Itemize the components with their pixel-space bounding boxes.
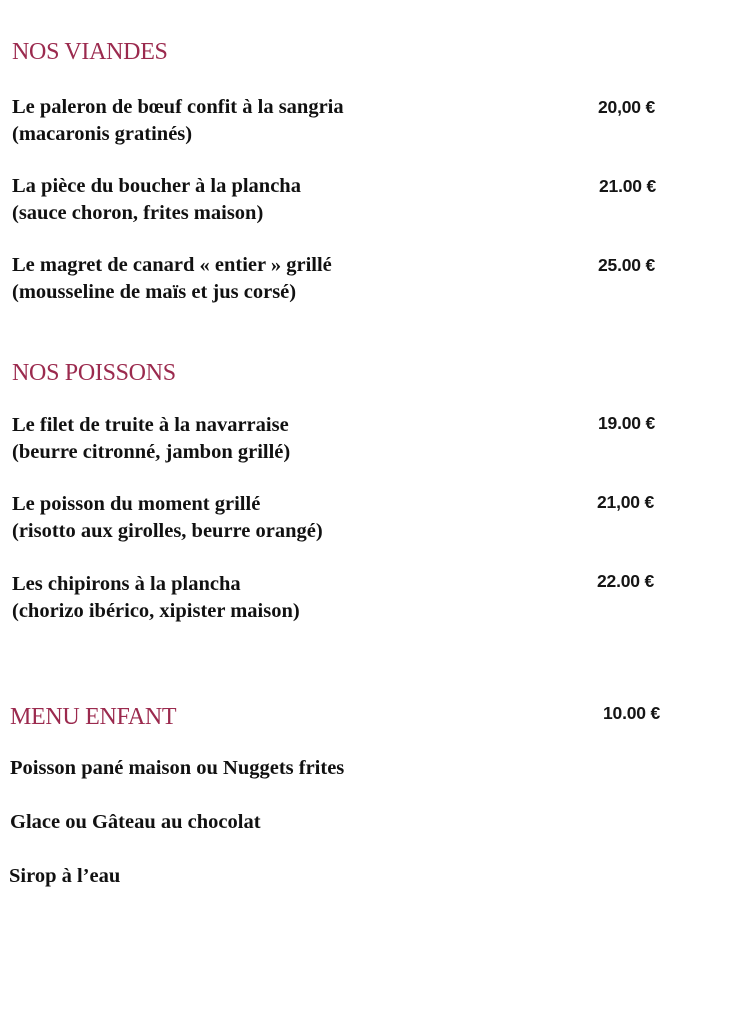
item-price: 22.00 € [597,571,654,591]
item-description: (sauce choron, frites maison) [12,202,264,224]
item-description: (macaronis gratinés) [12,123,193,145]
item-description: (beurre citronné, jambon grillé) [12,441,291,463]
item-price: 21.00 € [599,176,656,196]
item-name: Le magret de canard « entier » grillé [12,254,332,276]
item-description: (chorizo ibérico, xipister maison) [12,600,300,622]
menu-item [12,173,301,227]
menu-enfant-line: Sirop à l’eau [9,865,121,887]
item-name: Le poisson du moment grillé [12,493,261,515]
item-description: (risotto aux girolles, beurre orangé) [12,520,323,542]
item-price: 20,00 € [598,97,655,117]
item-name: La pièce du boucher à la plancha [12,175,301,197]
item-name: Les chipirons à la plancha [12,573,241,595]
menu-enfant-line: Poisson pané maison ou Nuggets frites [10,757,345,779]
menu-item [12,252,332,306]
item-description: (mousseline de maïs et jus corsé) [12,281,297,303]
section-heading-poissons: NOS POISSONS [12,360,176,386]
section-heading-viandes: NOS VIANDES [12,39,168,65]
item-price: 19.00 € [598,413,655,433]
item-price: 21,00 € [597,492,654,512]
item-price: 25.00 € [598,255,655,275]
menu-item [12,412,290,466]
menu-item [12,571,300,625]
menu-item [12,491,323,545]
item-name: Le paleron de bœuf confit à la sangria [12,96,344,118]
menu-item [12,94,344,148]
item-name: Le filet de truite à la navarraise [12,414,289,436]
menu-enfant-line: Glace ou Gâteau au chocolat [10,811,261,833]
menu-enfant-price: 10.00 € [603,703,660,723]
section-heading-enfant: MENU ENFANT [10,704,177,730]
